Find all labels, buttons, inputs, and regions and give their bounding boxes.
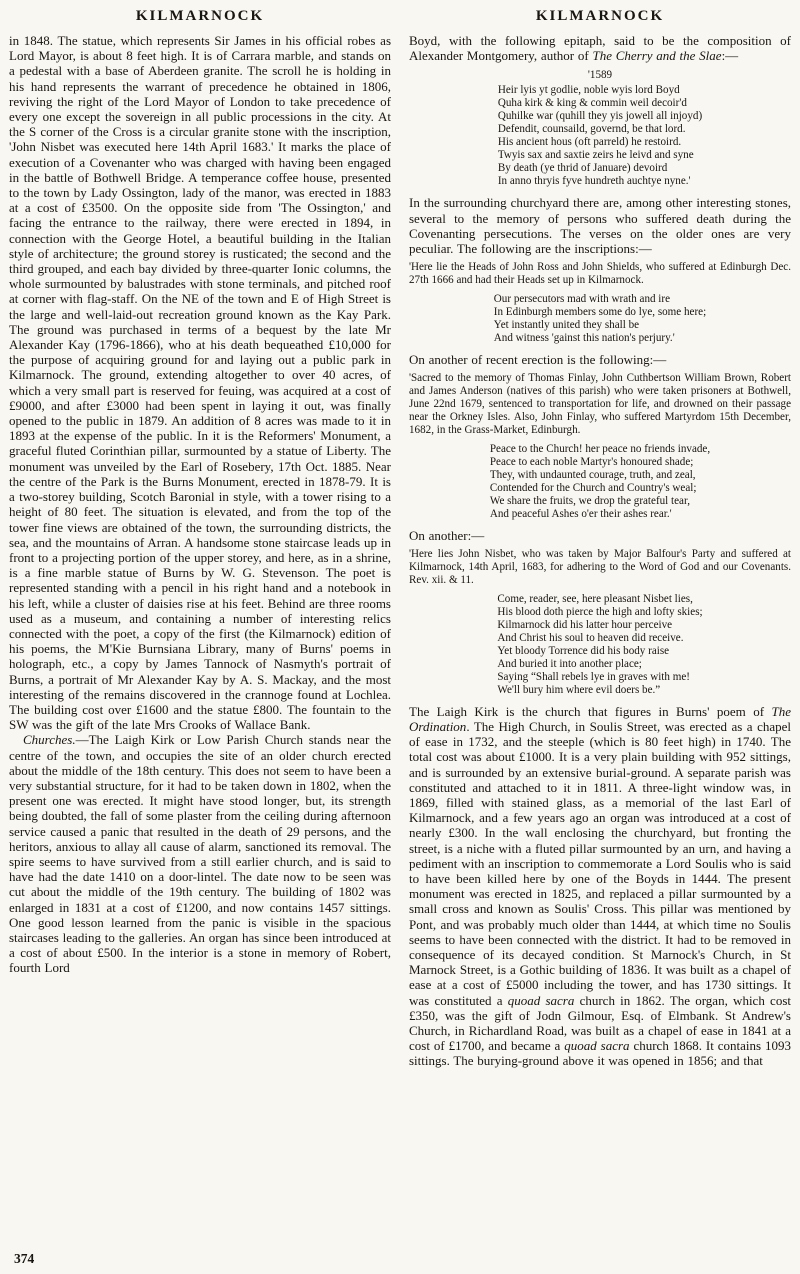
paragraph — [409, 352, 791, 367]
italic-text: The Cherry and the Slae — [592, 48, 722, 64]
body-text: Boyd, with the following epitaph, said to be the composition of Alexander Montgomery, author of — [409, 33, 791, 64]
verse-line: Come, reader, see, here pleasant Nisbet lies, — [497, 592, 693, 605]
body-text: 'Here lie the Heads of John Ross and John Shields, who suffered at Edinburgh Dec. 27th 1666 and had their Heads set up in Kilmarnock. — [409, 261, 791, 287]
verse-block — [498, 69, 702, 188]
inscription-paragraph — [409, 548, 791, 587]
body-text: 'Sacred to the memory of Thomas Finlay, John Cuthbertson William Brown, Robert and James Anderson (natives of this parish) who were taken prisoners at Bothwell, June 22nd 1679, sentenced to transportation for life, and drowned on their passage near the Orkney Isles. Also, John Finlay, who suffered Martyrdom 15th December, 1682, in the Grass-Market, Edinburgh. — [409, 372, 791, 436]
verse-line: Heir lyis yt godlie, noble wyis lord Boyd — [497, 84, 680, 97]
verse-line: They, with undaunted courage, truth, and zeal, — [489, 468, 696, 481]
italic-text: quoad sacra — [564, 1038, 630, 1054]
verse-line: Peace to the Church! her peace no friends invade, — [489, 442, 711, 455]
column-right — [409, 8, 791, 1069]
verse-line: We'll bury him where evil doers be.” — [497, 683, 661, 696]
verse-line: We share the fruits, we drop the grateful tear, — [489, 494, 690, 507]
verse-line: Contended for the Church and Country's weal; — [489, 481, 697, 494]
columns-container — [9, 8, 791, 1069]
body-text: The Laigh Kirk is the church that figures in Burns' poem of — [409, 703, 772, 719]
body-text: church 1868. It contains 1093 sittings. The burying-ground above it was opened in 1856; and that — [409, 1038, 791, 1069]
body-text: 'Here lies John Nisbet, who was taken by Major Balfour's Party and suffered at Kilmarnock, 14th April, 1683, for adhering to the Word of God and our Covenants. Rev. xii. & 11. — [409, 547, 791, 586]
verse-line: In Edinburgh members some do lye, some here; — [493, 306, 707, 319]
italic-text: The Ordination — [409, 703, 791, 734]
verse-line: Twyis sax and saxtie zeirs he leivd and syne — [497, 149, 694, 162]
paragraph — [409, 195, 791, 256]
verse-line: And buried it into another place; — [497, 657, 642, 670]
running-head-left: KILMARNOCK — [135, 8, 265, 24]
verse-line: Yet instantly united they shall be — [493, 319, 640, 332]
verse-line: Kilmarnock did his latter hour perceive — [497, 618, 673, 631]
paragraph — [9, 33, 391, 732]
body-text: On another:— — [409, 527, 485, 543]
verse-line: Peace to each noble Martyr's honoured shade; — [489, 455, 694, 468]
body-text: On another of recent erection is the following:— — [409, 352, 667, 368]
italic-text: Churches. — [23, 732, 76, 748]
verse-line: By death (ye thrid of Januare) devoird — [497, 162, 668, 175]
paragraph — [409, 704, 791, 1069]
verse-line: Our persecutors mad with wrath and ire — [493, 293, 671, 306]
verse-line: Yet bloody Torrence did his body raise — [497, 644, 670, 657]
verse-line: His blood doth pierce the high and lofty skies; — [497, 605, 703, 618]
verse-line: And Christ his soul to heaven did receive. — [497, 631, 684, 644]
paragraph — [9, 732, 391, 975]
italic-text: quoad sacra — [507, 992, 575, 1008]
verse-line: In anno thryis fyve hundreth auchtye nyne.' — [497, 175, 691, 188]
verse-block — [497, 593, 702, 697]
body-text: In the surrounding churchyard there are, among other interesting stones, several to the memory of persons who suffered death during the Covenanting persecutions. The verses on the older ones are very peculiar. The following are the inscriptions:— — [409, 195, 791, 257]
verse-line: Defendit, counsaild, governd, be that lord. — [497, 123, 686, 136]
running-head-right: KILMARNOCK — [535, 8, 665, 24]
verse-line: And peaceful Ashes o'er their ashes rear.' — [489, 507, 672, 520]
verse-block — [490, 443, 710, 521]
verse-line: Saying “Shall rebels lye in graves with me! — [497, 670, 690, 683]
verse-heading: '1589 — [587, 69, 613, 82]
verse-line: And witness 'gainst this nation's perjury.' — [493, 332, 675, 345]
body-text: . The High Church, in Soulis Street, was erected as a chapel of ease in 1732, and the steeple (which is 80 feet high) in 1740. The total cost was about £1000. It is a very plain building with 952 sittings, and is surrounded by an extensive burial-ground. A separate parish was constituted and attached to it in 1811. A three-light window was, in 1869, filled with stained glass, as a memorial of the last Earl of Kilmarnock, and a few years ago an organ was introduced at a cost of nearly £300. In the wall enclosing the churchyard, but fronting the street, is a niche with a fluted pillar surmounted by an urn, and having a pediment with an inscription to commemorate a Lord Soulis who is said to have been killed here by one of the Boyds in 1444. The present monument was erected in 1825, and replaced a pillar surmounted by a small cross and known as Soulis' Cross. This pillar was mentioned by Pont, and was probably much older than 1444, at which time no Soulis seems to have been connected with the district. It had to be removed in consequence of its decayed condition. St Marnock's Church, in St Marnock Street, is a Gothic building of 1836. It was built as a chapel of ease at a cost of £5000 including the tower, and has 1730 sittings. It was constituted a — [409, 718, 791, 1008]
verse-line: Quha kirk & king & commin weil decoir'd — [497, 97, 687, 110]
body-text: church in 1862. The organ, which cost £350, was the gift of Jodn Gilmour, Esq. of Elmbank. St Andrew's Church, in Richardland Road, was built as a chapel of ease in 1841 at a cost of £1700, and became a — [409, 992, 791, 1054]
column-right-body — [409, 33, 791, 1069]
column-left — [9, 8, 391, 1069]
body-text: —The Laigh Kirk or Low Parish Church stands near the centre of the town, and occupies the site of an older church erected about the middle of the 18th century. This does not seem to have been a very substantial structure, for it had to be taken down in 1802, when the present one was erected. It might have stood longer, but, its strength being doubted, the fall of some plaster from the ceiling during afternoon service caused a panic that resulted in the death of 29 persons, and the heritors, anxious to allay all cause of alarm, sanctioned its removal. The spire seems to have survived from a still earlier church, and is said to have had the date 1410 on a door-lintel. The date now to be seen was cut about the middle of the 19th century. The building of 1802 was enlarged in 1831 at a cost of £1200, and now contains 1457 sittings. One good lesson learned from the panic is visible in the spacious staircases leading to the galleries. An organ has since been introduced at a cost of about £500. In the interior is a stone in memory of Robert, fourth Lord — [9, 732, 391, 976]
paragraph — [409, 528, 791, 543]
verse-block — [494, 293, 706, 345]
inscription-paragraph — [409, 372, 791, 437]
verse-line: His ancient hous (oft parreld) he restoird. — [497, 136, 682, 149]
page-number: 374 — [14, 1251, 35, 1266]
paragraph — [409, 33, 791, 63]
inscription-paragraph — [409, 261, 791, 287]
verse-line: Quhilke war (quhill they yis jowell all injoyd) — [497, 110, 703, 123]
column-left-body — [9, 33, 391, 976]
body-text: :— — [721, 48, 739, 64]
body-text: in 1848. The statue, which represents Sir James in his official robes as Lord Mayor, is about 8 feet high. It is of Carrara marble, and stands on a pedestal with a base of Aberdeen granite. The scroll he is holding in his hand represents the warrant of precedence he obtained in 1806, reviving the right of the Lord Mayor of London to take precedence of every one except the sovereign in all public processions in the city. At the S corner of the Cross is a circular granite stone with the inscription, 'John Nisbet was executed here 14th April 1683.' It marks the place of execution of a Covenanter who was charged with having been engaged in the battle of Bothwell Bridge. A temperance coffee house, presented to the town by Lady Ossington, lady of the manor, was erected in 1883 at a cost of £3500. On the opposite side from 'The Ossington,' and facing the entrance to the railway, there were erected in 1894, in connection with the George Hotel, a beautiful building in the Italian style of architecture; the ground storey is rusticated; the second and the third grouped, and each bay divided by three-quarter Ionic columns, the whole surmounted by balustrades with stone terminals, and pitched roof at corner with flag-staff. On the NE of the town and E of High Street is the large and well-laid-out recreation ground known as the Kay Park. The ground was purchased in terms of a bequest by the late Mr Alexander Kay (1796-1866), who at his death bequeathed £10,000 for the purpose of acquiring ground for and laying out a public park in Kilmarnock. The ground, extending altogether to over 40 acres, of which a very small part is reserved for feuing, was acquired at a cost of £9000, and after £3000 had been spent in laying it out, was finally opened to the public in 1879. An addition of 8 acres was made to it in 1893 at the expense of the public. In it is the Reformers' Monument, a graceful fluted Corinthian pillar, surmounted by a statue of Liberty. The monument was unveiled by the Earl of Rosebery, 17th Oct. 1885. Near the centre of the Park is the Burns Monument, erected in 1878-79. It is a two-storey building, Scotch Baronial in style, with a tower rising to a height of 80 feet. The situation is elevated, and from the top of the tower fine views are obtained of the town, the surrounding districts, the sea, and the mountains of Arran. A handsome stone staircase leads up in front to a projecting portion of the upper storey, and here, as in a shrine, is a fine marble statue of Burns by W. G. Stevenson. The poet is represented standing with a pencil in his right hand and a notebook in his left, while a cluster of daisies rise at his feet. Behind are three rooms used as a museum, and containing a number of interesting relics connected with the poet, a copy of the first (the Kilmarnock) edition of his poems, the M'Kie Burnsiana Library, many of Burns' poems in holograph, etc., a copy by James Tannock of Nasmyth's portrait of Burns, a portrait of Mr Alexander Kay by A. S. Mackay, and the most interesting of the remains discovered in the crannoge found at Lochlea. The building cost over £1600 and the statue £800. The fountain to the SW was the gift of the late Mrs Crooks of Wallace Bank. — [9, 33, 391, 733]
